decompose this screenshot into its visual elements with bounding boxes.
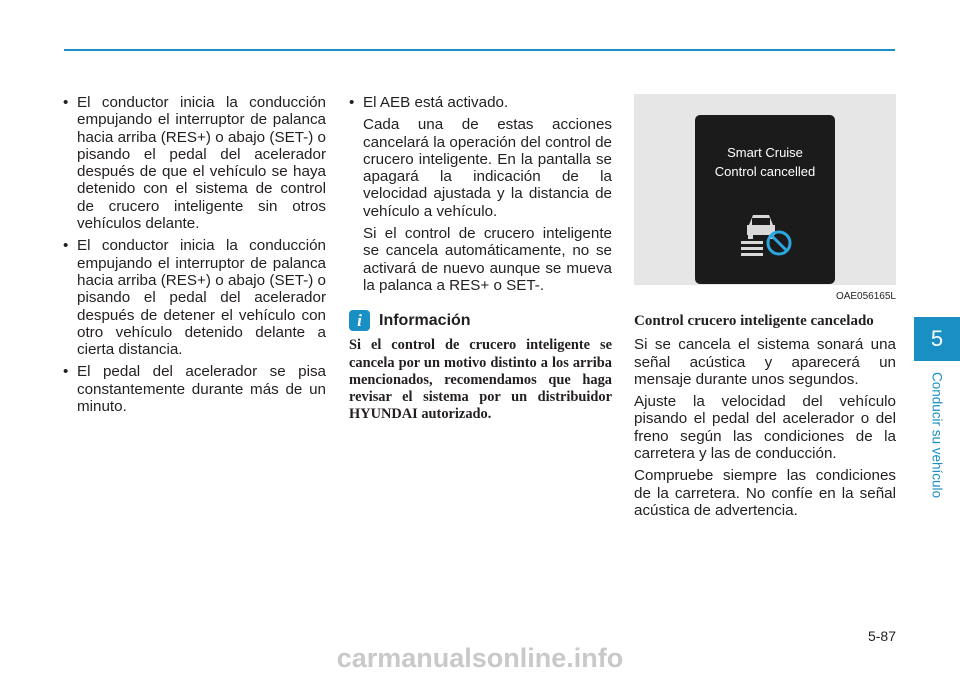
cluster-display — [695, 115, 835, 284]
display-line-1: Smart Cruise — [727, 145, 803, 160]
section-title: Control crucero inteligente cancelado — [634, 313, 874, 330]
info-header — [349, 310, 612, 331]
middle-bullet-list — [349, 94, 612, 111]
watermark: carmanualsonline.info — [336, 643, 624, 673]
info-title: Información — [379, 312, 471, 330]
cluster-figure — [634, 94, 896, 285]
cruise-cancelled-icon — [739, 205, 795, 257]
paragraph: Si se cancela el sistema sonará una señal acústica y aparecerá un mensaje durante unos segundos. — [634, 336, 896, 388]
chapter-tab: 5 — [914, 317, 960, 361]
display-line-2: Control cancelled — [714, 164, 816, 179]
left-column — [63, 94, 326, 420]
paragraph: Ajuste la velocidad del vehículo pisando el pedal del acelerador o del freno según las condiciones de la carretera y las de conducción. — [634, 393, 896, 463]
list-item: • El conductor inicia la conducción empujando el interruptor de palanca hacia arriba (RES+) o abajo (SET-) o pisando el pedal del acelerador después de detener el vehículo con otro vehículo detenido delante a cierta distancia. — [63, 237, 326, 358]
list-item: • El conductor inicia la conducción empujando el interruptor de palanca hacia arriba (RES+) o abajo (SET-) o pisando el pedal del acelerador después de que el vehículo se haya detenido con el sistema de control de crucero inteligente sin otros vehículos delante. — [63, 94, 326, 232]
list-item: • El AEB está activado. — [349, 94, 612, 111]
left-bullet-list — [63, 94, 326, 415]
right-column — [634, 94, 896, 524]
list-item: • El pedal del acelerador se pisa constantemente durante más de un minuto. — [63, 363, 326, 415]
figure-code: OAE056165L — [835, 291, 896, 302]
info-text: Si el control de crucero inteligente se cancela por un motivo distinto a los arriba mencionados, recomendamos que haga revisar el sistema por un distribuidor HYUNDAI autorizado. — [349, 337, 612, 423]
middle-column — [349, 94, 612, 424]
top-rule — [64, 49, 895, 51]
paragraph: Si el control de crucero inteligente se cancela automáticamente, no se activará de nuevo aunque se mueva la palanca a RES+ o SET-. — [363, 225, 612, 294]
paragraph: Compruebe siempre las condiciones de la carretera. No confíe en la señal acústica de advertencia. — [634, 467, 896, 519]
info-icon: i — [349, 310, 370, 331]
paragraph: Cada una de estas acciones cancelará la operación del control de crucero inteligente. En la pantalla se apagará la indicación de la velocidad ajustada y la distancia de vehículo a vehículo. — [363, 116, 612, 220]
page-number: 5-87 — [867, 628, 896, 644]
chapter-label: Conducir su vehículo — [929, 371, 945, 499]
